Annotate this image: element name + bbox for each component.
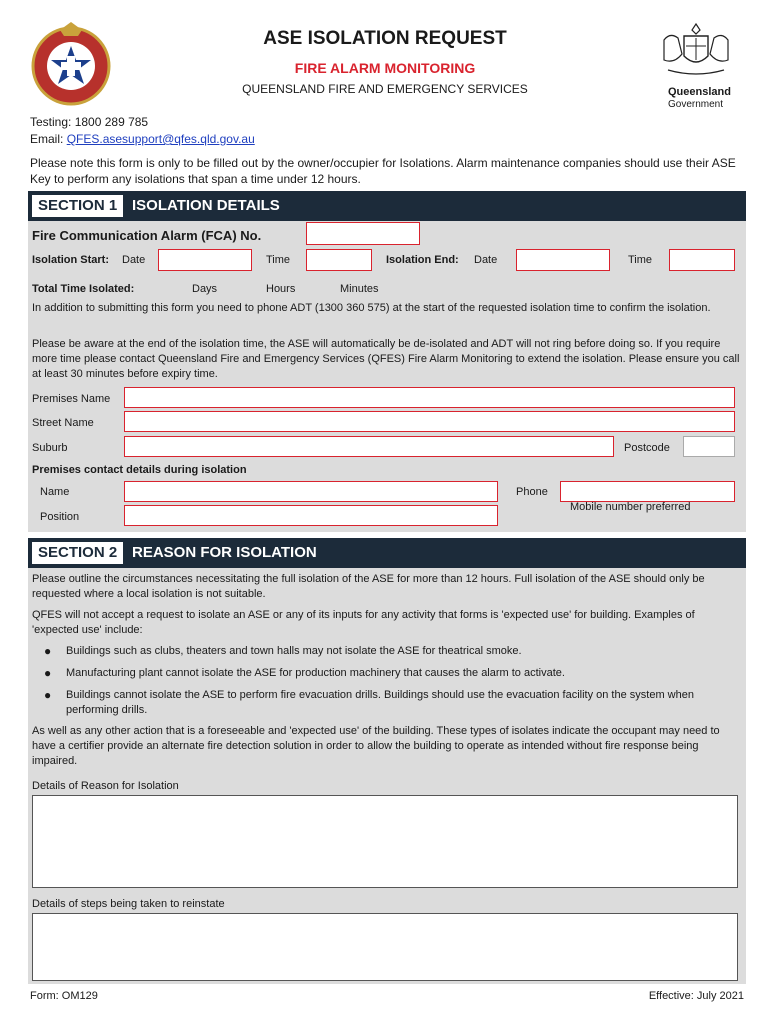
street-name-label: Street Name	[32, 417, 94, 429]
form-title: ASE ISOLATION REQUEST	[263, 28, 507, 49]
minutes-label: Minutes	[340, 283, 379, 295]
contact-heading: Premises contact details during isolation	[32, 464, 247, 476]
section2-header	[28, 538, 746, 568]
contact-phone-label: Phone	[516, 486, 548, 498]
bullet-2-marker: ●	[44, 666, 52, 680]
section2-tab: SECTION 2	[32, 542, 123, 564]
testing-line	[30, 115, 148, 129]
contact-phone-input[interactable]	[560, 481, 735, 502]
contact-name-label: Name	[40, 486, 70, 498]
testing-phone: 1800 289 785	[74, 115, 149, 129]
premises-name-input[interactable]	[124, 387, 735, 408]
contact-position-input[interactable]	[124, 505, 498, 526]
section1-para1: In addition to submitting this form you need to phone ADT (1300 360 575) at the start of the requested isolation time to confirm the isolation.	[32, 302, 711, 314]
form-code: Form: OM129	[30, 990, 98, 1002]
section2-para2: QFES will not accept a request to isolate an ASE or any of its inputs for any activity that forms is 'expected use' for building. Examples of 'expected use' include:	[32, 609, 695, 636]
coat-of-arms-icon	[650, 20, 742, 80]
postcode-input[interactable]	[683, 436, 735, 457]
organisation-name: QUEENSLAND FIRE AND EMERGENCY SERVICES	[242, 82, 528, 96]
contact-name-input[interactable]	[124, 481, 498, 502]
section1-title: ISOLATION DETAILS	[132, 197, 280, 214]
details-reason-textarea[interactable]	[32, 795, 738, 888]
section2-para3: As well as any other action that is a foreseeable and 'expected use' of the building. These types of isolates indicate the occupant may need to have a certifier provide an alternate fire detection solution in order to allow the building to operate as intended without fire response being impaired.	[32, 725, 720, 767]
email-label: Email:	[30, 132, 64, 146]
postcode-label: Postcode	[624, 442, 670, 454]
start-time-label: Time	[266, 254, 291, 266]
start-date-input[interactable]	[158, 249, 252, 271]
details-steps-textarea[interactable]	[32, 913, 738, 981]
logo-right-text-government: Government	[668, 99, 724, 110]
section2-title: REASON FOR ISOLATION	[132, 544, 317, 561]
logo-left-text	[112, 20, 113, 21]
suburb-label: Suburb	[32, 442, 68, 454]
end-date-label: Date	[474, 254, 498, 266]
form-subtitle: FIRE ALARM MONITORING	[294, 60, 476, 76]
start-time-input[interactable]	[306, 249, 372, 271]
start-date-label: Date	[122, 254, 146, 266]
isolation-start-label: Isolation Start:	[32, 254, 110, 266]
section2-para1: Please outline the circumstances necessitating the full isolation of the ASE for more than 12 hours. Full isolation of the ASE should only be requested where a local isolation is not suitable.	[32, 573, 705, 600]
hours-label: Hours	[266, 283, 296, 295]
bullet-1-marker: ●	[44, 644, 52, 658]
bullet-1-text: Buildings such as clubs, theaters and town halls may not isolate the ASE for theatrical smoke.	[66, 645, 522, 657]
suburb-input[interactable]	[124, 436, 614, 457]
testing-label: Testing:	[30, 115, 72, 129]
bullet-3-text: Buildings cannot isolate the ASE to perform fire evacuation drills. Buildings should use the evacuation facility on the system when performing drills.	[66, 689, 694, 716]
email-line	[30, 132, 255, 146]
fca-label: Fire Communication Alarm (FCA) No.	[32, 228, 262, 243]
details-reason-label: Details of Reason for Isolation	[32, 780, 179, 792]
intro-note: Please note this form is only to be filled out by the owner/occupier for Isolations. Alarm maintenance companies should use their ASE Key to perform any isolations that span a time under 12 hours.	[30, 156, 736, 186]
street-name-input[interactable]	[124, 411, 735, 432]
premises-name-label: Premises Name	[32, 393, 111, 405]
total-time-label: Total Time Isolated:	[32, 283, 135, 295]
effective-date: Effective: July 2021	[648, 990, 744, 1002]
end-time-input[interactable]	[669, 249, 735, 271]
email-link[interactable]: QFES.asesupport@qfes.qld.gov.au	[66, 132, 255, 146]
fca-number-input[interactable]	[306, 222, 420, 245]
end-date-input[interactable]	[516, 249, 610, 271]
bullet-3-marker: ●	[44, 688, 52, 702]
section1-para2: Please be aware at the end of the isolation time, the ASE will automatically be de-isolated and ADT will not ring before doing so. If you require more time please contact Queensland Fire and Emergency Services (QFES) Fire Alarm Monitoring to extend the isolation. Please ensure you call at least 30 minutes before expiry time.	[32, 338, 740, 380]
logo-right-text-queensland: Queensland	[668, 86, 731, 98]
qld-government-logo	[650, 20, 742, 112]
isolation-end-label: Isolation End:	[386, 254, 459, 266]
details-steps-label: Details of steps being taken to reinstate	[32, 898, 225, 910]
days-label: Days	[192, 283, 218, 295]
contact-position-label: Position	[40, 511, 80, 523]
bullet-2-text: Manufacturing plant cannot isolate the ASE for production machinery that causes the alarm to activate.	[66, 667, 565, 679]
mobile-note: Mobile number preferred	[570, 501, 691, 513]
end-time-label: Time	[628, 254, 653, 266]
section1-tab: SECTION 1	[32, 195, 123, 217]
section1-header	[28, 191, 746, 221]
